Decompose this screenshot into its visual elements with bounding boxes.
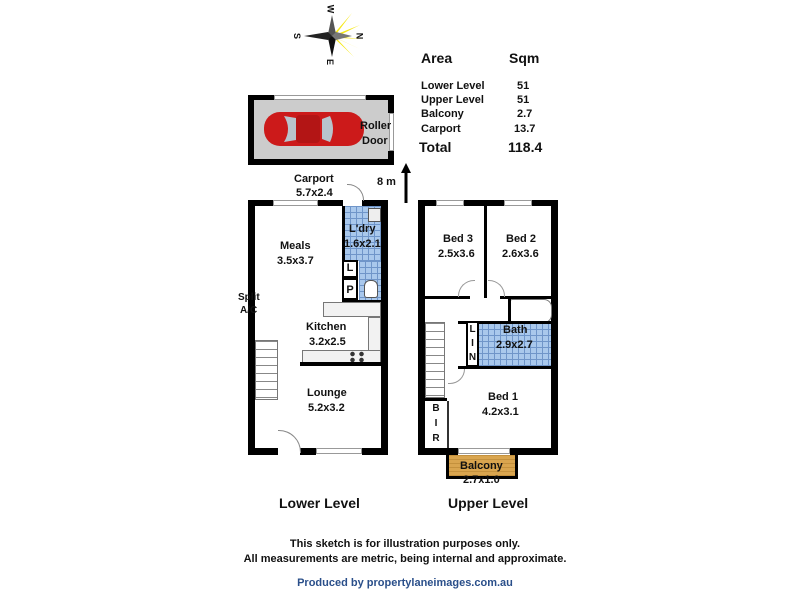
car-icon <box>262 108 366 150</box>
sqm-header: Sqm <box>509 50 540 66</box>
split-ac-label-2: A/C <box>240 305 258 316</box>
room-kitchen-name: Kitchen <box>306 321 347 333</box>
carport-size: 5.7x2.4 <box>296 187 333 199</box>
kitchen-bench-top <box>323 302 381 317</box>
compass-w: W <box>325 4 336 14</box>
room-lounge-size: 5.2x3.2 <box>308 402 345 414</box>
room-bed2-name: Bed 2 <box>506 233 536 245</box>
meals-window <box>273 200 318 206</box>
carport <box>248 95 394 165</box>
scale-arrow-icon <box>401 163 411 203</box>
room-lounge-name: Lounge <box>307 387 347 399</box>
linen-cupboard[interactable]: L <box>342 260 358 278</box>
area-header: Area <box>421 50 453 66</box>
bed3-door[interactable] <box>458 280 475 297</box>
room-laundry-name: L'dry <box>349 223 376 235</box>
carport-name: Carport <box>294 173 334 185</box>
disclaimer <box>200 537 610 567</box>
split-ac-label-1: Split <box>238 292 260 303</box>
room-bed1-size: 4.2x3.1 <box>482 406 519 418</box>
lounge-window <box>316 448 362 454</box>
total-value: 118.4 <box>508 139 543 155</box>
bed2-window <box>504 200 532 206</box>
bathtub-icon <box>510 299 552 323</box>
area-label-carport: Carport <box>421 123 461 135</box>
room-kitchen-size: 3.2x2.5 <box>309 336 346 348</box>
stairs-upper <box>425 322 445 398</box>
carport-screen <box>274 95 366 100</box>
compass-n: N <box>354 32 365 40</box>
stairs-lower <box>255 340 278 400</box>
entry-door[interactable] <box>278 430 301 453</box>
room-bed3-name: Bed 3 <box>443 233 473 245</box>
room-bed3-size: 2.5x3.6 <box>438 248 475 260</box>
room-meals-size: 3.5x3.7 <box>277 255 314 267</box>
room-bath-size: 2.9x2.7 <box>496 339 533 351</box>
total-label: Total <box>419 139 452 155</box>
scale-label: 8 m <box>377 176 396 188</box>
compass-s: S <box>292 32 303 40</box>
disclaimer-line-2: All measurements are metric, being internal and approximate. <box>243 553 567 565</box>
area-label-upper: Upper Level <box>421 94 484 106</box>
area-label-balcony: Balcony <box>421 108 464 120</box>
bed1-door[interactable] <box>448 369 465 384</box>
room-balcony-name: Balcony <box>460 460 503 472</box>
laundry-tub-icon <box>368 208 381 222</box>
area-value-balcony: 2.7 <box>517 108 533 120</box>
room-bath-name: Bath <box>503 324 528 336</box>
area-label-lower: Lower Level <box>421 80 485 92</box>
compass <box>290 5 370 67</box>
balcony-door[interactable] <box>458 448 510 454</box>
area-value-carport: 13.7 <box>514 123 536 135</box>
room-bed2-size: 2.6x3.6 <box>502 248 539 260</box>
bed3-window <box>436 200 464 206</box>
toilet-icon <box>364 280 378 298</box>
room-bed1-name: Bed 1 <box>488 391 518 403</box>
roller-door-label-2: Door <box>362 135 388 147</box>
linen-cupboard-upper[interactable]: L I N <box>466 321 479 367</box>
area-value-upper: 51 <box>517 94 530 106</box>
upper-level-title: Upper Level <box>448 495 529 511</box>
compass-e: E <box>325 58 336 66</box>
credit-link[interactable]: Produced by propertylaneimages.com.au <box>297 577 513 589</box>
built-in-robe[interactable]: B I R <box>425 401 449 448</box>
room-laundry-size: 1.6x2.1 <box>344 238 381 250</box>
bed2-door[interactable] <box>488 280 505 297</box>
pantry-cupboard[interactable]: P <box>342 278 358 300</box>
roller-door-label-1: Roller <box>360 120 392 132</box>
lower-level-title: Lower Level <box>279 495 360 511</box>
disclaimer-line-1: This sketch is for illustration purposes only. <box>289 538 521 550</box>
room-meals-name: Meals <box>280 240 311 252</box>
laundry-door[interactable] <box>347 184 364 201</box>
area-value-lower: 51 <box>517 80 530 92</box>
room-balcony-size: 2.7x1.0 <box>463 474 500 486</box>
